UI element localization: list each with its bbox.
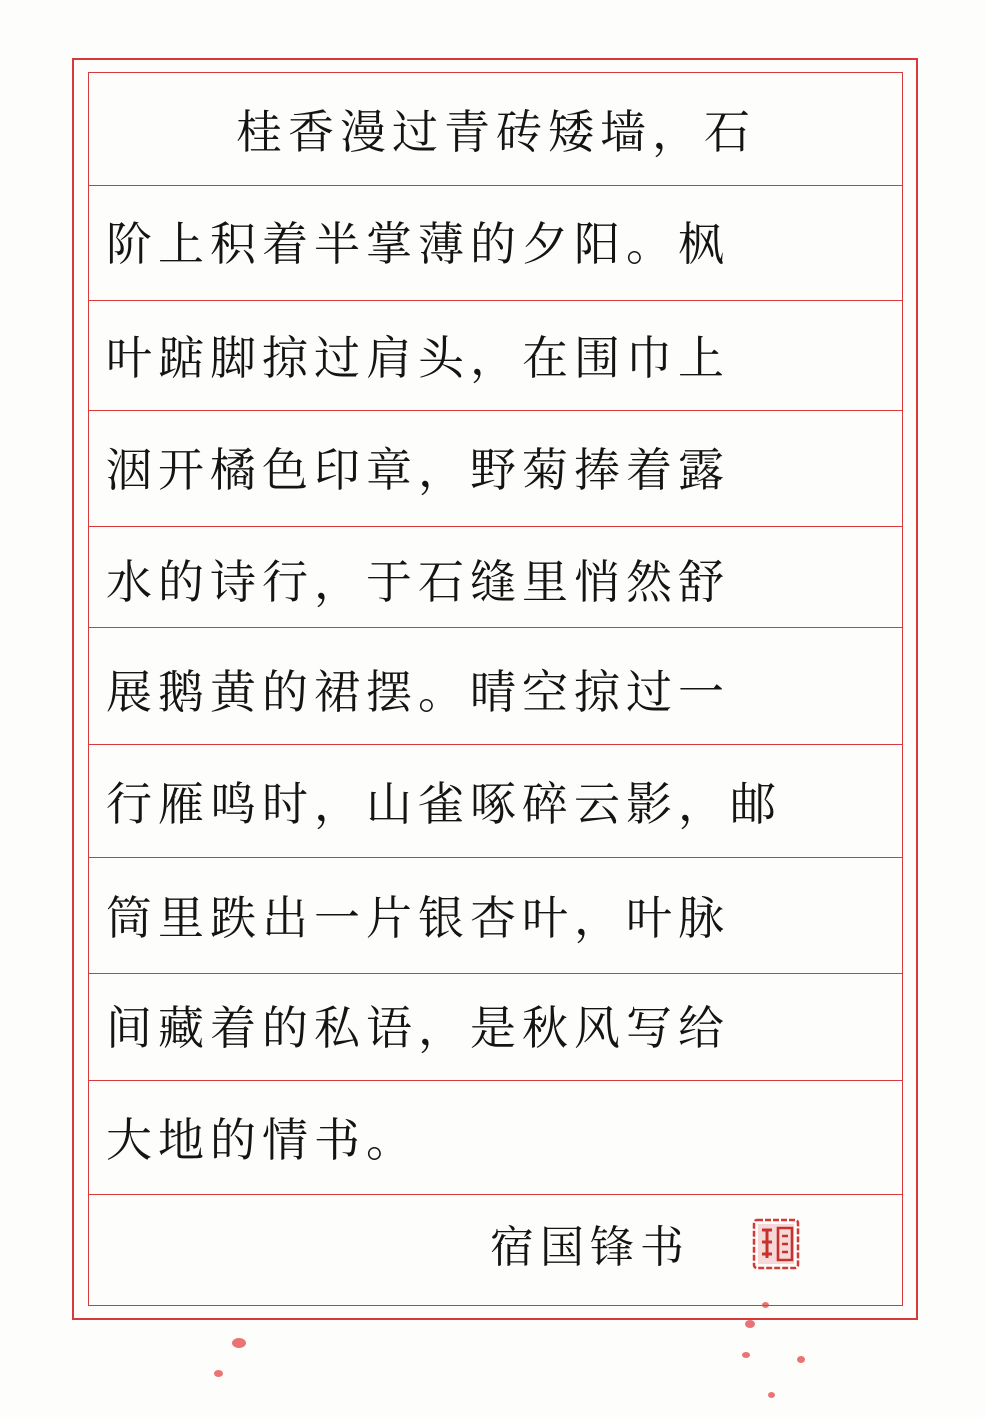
row-rule bbox=[88, 1080, 903, 1081]
text-line-2: 阶上积着半掌薄的夕阳。枫 bbox=[106, 217, 730, 271]
row-rule bbox=[88, 526, 903, 527]
ink-speck bbox=[762, 1302, 769, 1308]
ink-speck bbox=[768, 1392, 775, 1398]
row-rule bbox=[88, 185, 903, 186]
signature: 宿国锋书 bbox=[490, 1222, 690, 1273]
text-line-9: 间藏着的私语，是秋风写给 bbox=[106, 1001, 730, 1055]
ink-speck bbox=[742, 1352, 750, 1358]
row-rule bbox=[88, 410, 903, 411]
text-line-4: 洇开橘色印章，野菊捧着露 bbox=[106, 443, 730, 497]
ink-speck bbox=[797, 1356, 805, 1363]
row-rule bbox=[88, 300, 903, 301]
text-line-5: 水的诗行，于石缝里悄然舒 bbox=[106, 555, 730, 609]
text-line-10: 大地的情书。 bbox=[106, 1113, 418, 1167]
seal-stamp-icon bbox=[752, 1218, 800, 1270]
row-rule bbox=[88, 627, 903, 628]
text-line-7: 行雁鸣时，山雀啄碎云影，邮 bbox=[106, 777, 782, 831]
row-rule bbox=[88, 973, 903, 974]
text-line-6: 展鹅黄的裙摆。晴空掠过一 bbox=[106, 665, 730, 719]
row-rule bbox=[88, 1194, 903, 1195]
ink-speck bbox=[232, 1338, 246, 1348]
ink-speck bbox=[214, 1370, 223, 1377]
row-rule bbox=[88, 857, 903, 858]
text-line-8: 筒里跌出一片银杏叶，叶脉 bbox=[106, 891, 730, 945]
row-rule bbox=[88, 744, 903, 745]
ink-speck bbox=[745, 1320, 755, 1328]
text-line-1: 桂香漫过青砖矮墙，石 bbox=[236, 105, 756, 159]
text-line-3: 叶踮脚掠过肩头，在围巾上 bbox=[106, 331, 730, 385]
